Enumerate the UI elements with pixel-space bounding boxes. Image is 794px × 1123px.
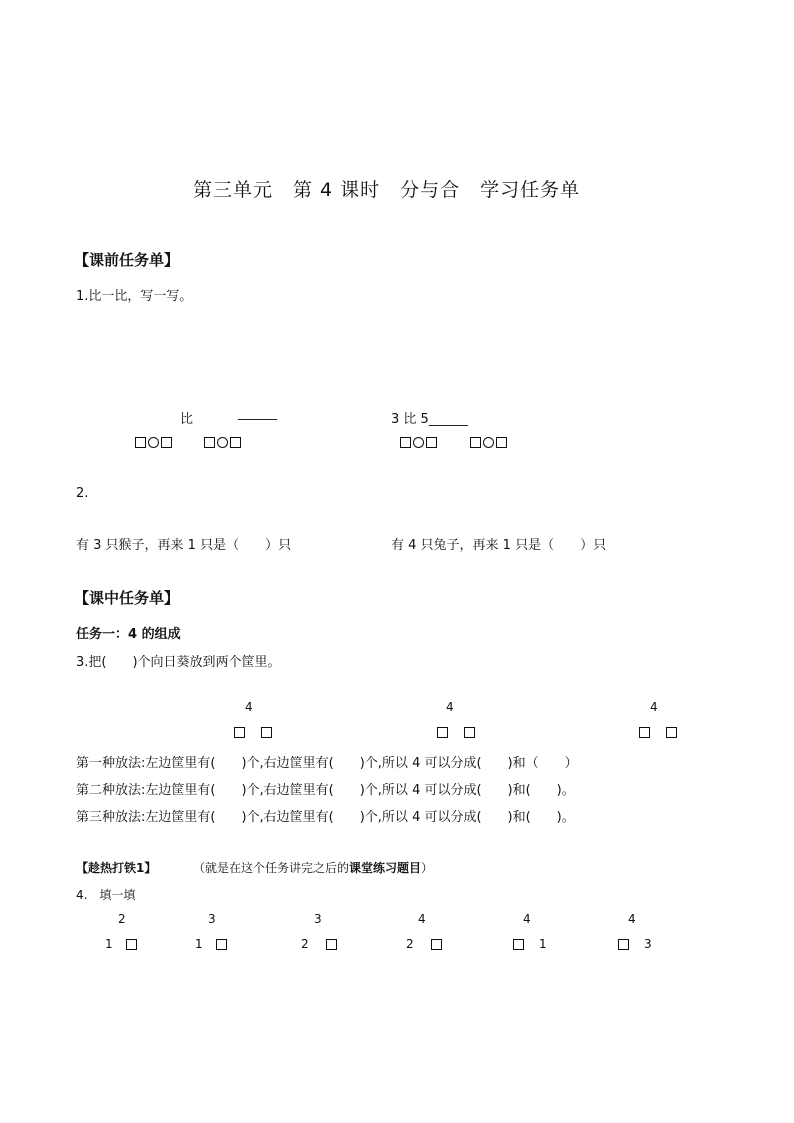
square-icon bbox=[513, 939, 524, 950]
question-1-label: 1.比一比，写一写。 bbox=[76, 289, 193, 304]
fill-4-total: 4 bbox=[418, 912, 426, 926]
q1-compare-box-3 bbox=[399, 437, 438, 448]
bond-2-total: 4 bbox=[446, 700, 454, 714]
square-icon bbox=[426, 437, 437, 448]
fill-4-known-part: 2 bbox=[406, 937, 414, 951]
way-2-sentence: 第二种放法:左边筐里有( )个,右边筐里有( )个,所以 4 可以分成( )和( )。 bbox=[76, 783, 575, 798]
fill-3-parts bbox=[301, 937, 338, 951]
fill-5-total: 4 bbox=[523, 912, 531, 926]
fill-1-total: 2 bbox=[118, 912, 126, 926]
fill-1-known-part: 1 bbox=[105, 937, 113, 951]
fill-4-parts bbox=[406, 937, 443, 951]
square-icon bbox=[126, 939, 137, 950]
fill-2-parts bbox=[195, 937, 228, 951]
square-icon bbox=[618, 939, 629, 950]
square-icon bbox=[437, 727, 448, 738]
way-3-sentence: 第三种放法:左边筐里有( )个,右边筐里有( )个,所以 4 可以分成( )和( )。 bbox=[76, 810, 575, 825]
fill-5-known-part: 1 bbox=[539, 937, 547, 951]
square-icon bbox=[135, 437, 146, 448]
page-title: 第三单元 第 4 课时 分与合 学习任务单 bbox=[193, 179, 581, 201]
q1-compare-box-2 bbox=[203, 437, 242, 448]
square-icon bbox=[216, 939, 227, 950]
fill-6-known-part: 3 bbox=[644, 937, 652, 951]
fill-6-total: 4 bbox=[628, 912, 636, 926]
fill-1-parts bbox=[105, 937, 138, 951]
fill-5-parts bbox=[512, 937, 547, 951]
q2-monkey-sentence: 有 3 只猴子，再来 1 只是（ ）只 bbox=[76, 538, 292, 553]
circle-icon bbox=[217, 437, 228, 448]
square-icon bbox=[470, 437, 481, 448]
square-icon bbox=[230, 437, 241, 448]
square-icon bbox=[204, 437, 215, 448]
q1-compare-box-4 bbox=[469, 437, 508, 448]
circle-icon bbox=[413, 437, 424, 448]
square-icon bbox=[496, 437, 507, 448]
fill-3-known-part: 2 bbox=[301, 937, 309, 951]
circle-icon bbox=[148, 437, 159, 448]
q1-left-compare-word: 比 bbox=[180, 412, 194, 427]
square-icon bbox=[464, 727, 475, 738]
q1-left-answer-blank: ______ bbox=[238, 406, 277, 421]
q2-rabbit-sentence: 有 4 只兔子，再来 1 只是（ ）只 bbox=[391, 538, 607, 553]
square-icon bbox=[161, 437, 172, 448]
fill-2-known-part: 1 bbox=[195, 937, 203, 951]
in-class-section-heading: 【课中任务单】 bbox=[74, 589, 180, 607]
bond-1-parts bbox=[233, 727, 273, 738]
bond-2-parts bbox=[436, 727, 476, 738]
square-icon bbox=[234, 727, 245, 738]
square-icon bbox=[431, 939, 442, 950]
fill-6-parts bbox=[617, 937, 652, 951]
question-4-label: 4. 填一填 bbox=[76, 888, 136, 902]
task-1-heading: 任务一：4 的组成 bbox=[76, 627, 181, 642]
q1-compare-box-1 bbox=[134, 437, 173, 448]
bond-1-total: 4 bbox=[245, 700, 253, 714]
practice-note-bold: 课堂练习题目 bbox=[349, 861, 422, 875]
question-3-label: 3.把( )个向日葵放到两个筐里。 bbox=[76, 655, 281, 670]
practice-note-prefix: （就是在这个任务讲完之后的 bbox=[193, 861, 350, 875]
practice-note-suffix: ） bbox=[421, 861, 434, 875]
practice-label: 【趁热打铁1】 bbox=[76, 861, 157, 875]
fill-3-total: 3 bbox=[314, 912, 322, 926]
question-2-label: 2. bbox=[76, 486, 89, 501]
circle-icon bbox=[483, 437, 494, 448]
q1-right-compare-text: 3 比 5______ bbox=[391, 412, 468, 427]
square-icon bbox=[639, 727, 650, 738]
pre-class-section-heading: 【课前任务单】 bbox=[74, 251, 180, 269]
bond-3-parts bbox=[638, 727, 678, 738]
square-icon bbox=[400, 437, 411, 448]
fill-2-total: 3 bbox=[208, 912, 216, 926]
way-1-sentence: 第一种放法:左边筐里有( )个,右边筐里有( )个,所以 4 可以分成( )和（ ） bbox=[76, 756, 578, 771]
square-icon bbox=[666, 727, 677, 738]
bond-3-total: 4 bbox=[650, 700, 658, 714]
practice-note bbox=[193, 859, 433, 876]
square-icon bbox=[326, 939, 337, 950]
square-icon bbox=[261, 727, 272, 738]
